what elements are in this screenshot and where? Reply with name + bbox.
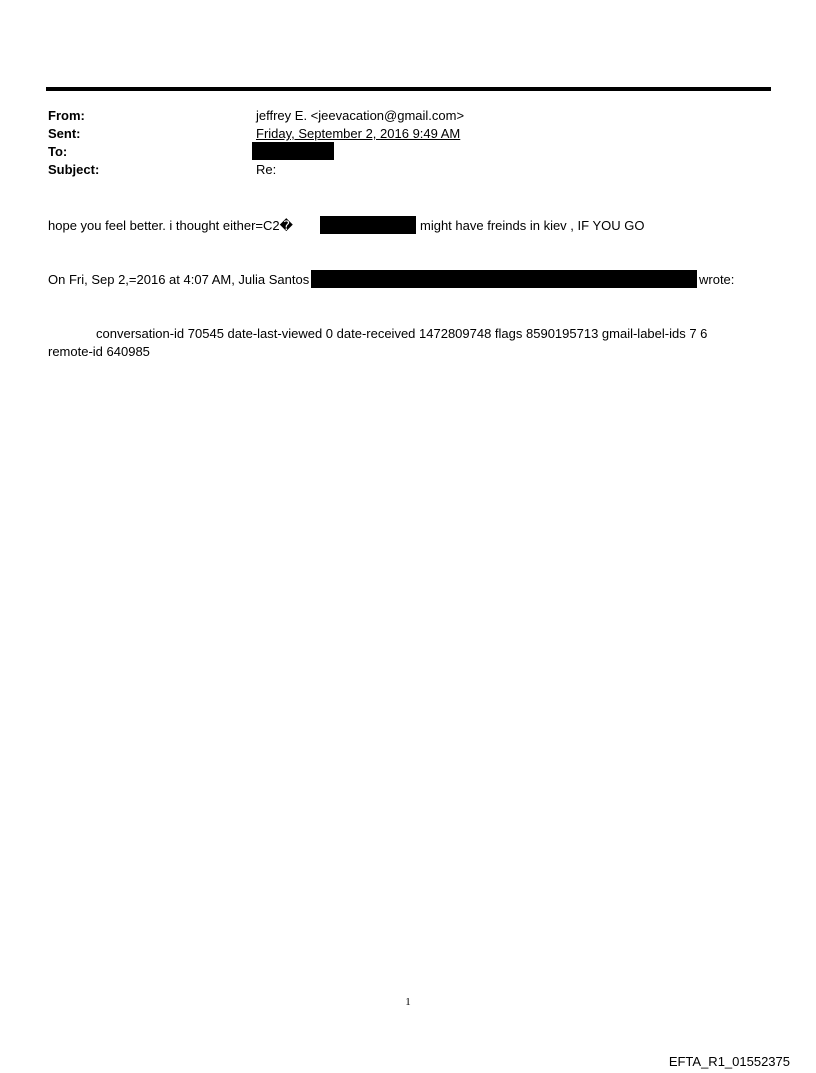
message-redaction	[320, 216, 416, 234]
sent-value: Friday, September 2, 2016 9:49 AM	[256, 126, 461, 141]
from-label: From:	[48, 108, 85, 123]
quote-wrote: wrote:	[699, 272, 735, 287]
message-text-start: hope you feel better. i thought either=C2�	[48, 218, 293, 233]
subject-label: Subject:	[48, 162, 100, 177]
document-id: EFTA_R1_01552375	[668, 1054, 790, 1069]
from-value: jeffrey E. <jeevacation@gmail.com>	[256, 108, 465, 123]
metadata-line-2: remote-id 640985	[48, 344, 150, 359]
header-rule	[46, 87, 771, 91]
quote-attribution: On Fri, Sep 2,=2016 at 4:07 AM, Julia Santos	[48, 272, 310, 287]
message-text-end: might have freinds in kiev , IF YOU GO	[420, 218, 645, 233]
to-redaction	[252, 142, 334, 160]
to-label: To:	[48, 144, 68, 159]
subject-value: Re:	[256, 162, 277, 177]
metadata-line-1: conversation-id 70545 date-last-viewed 0 date-received 1472809748 flags 8590195713 gmail-label-ids 7 6	[96, 326, 708, 341]
sent-label: Sent:	[48, 126, 81, 141]
page-number: 1	[405, 996, 411, 1008]
quote-email-redaction	[311, 270, 697, 288]
